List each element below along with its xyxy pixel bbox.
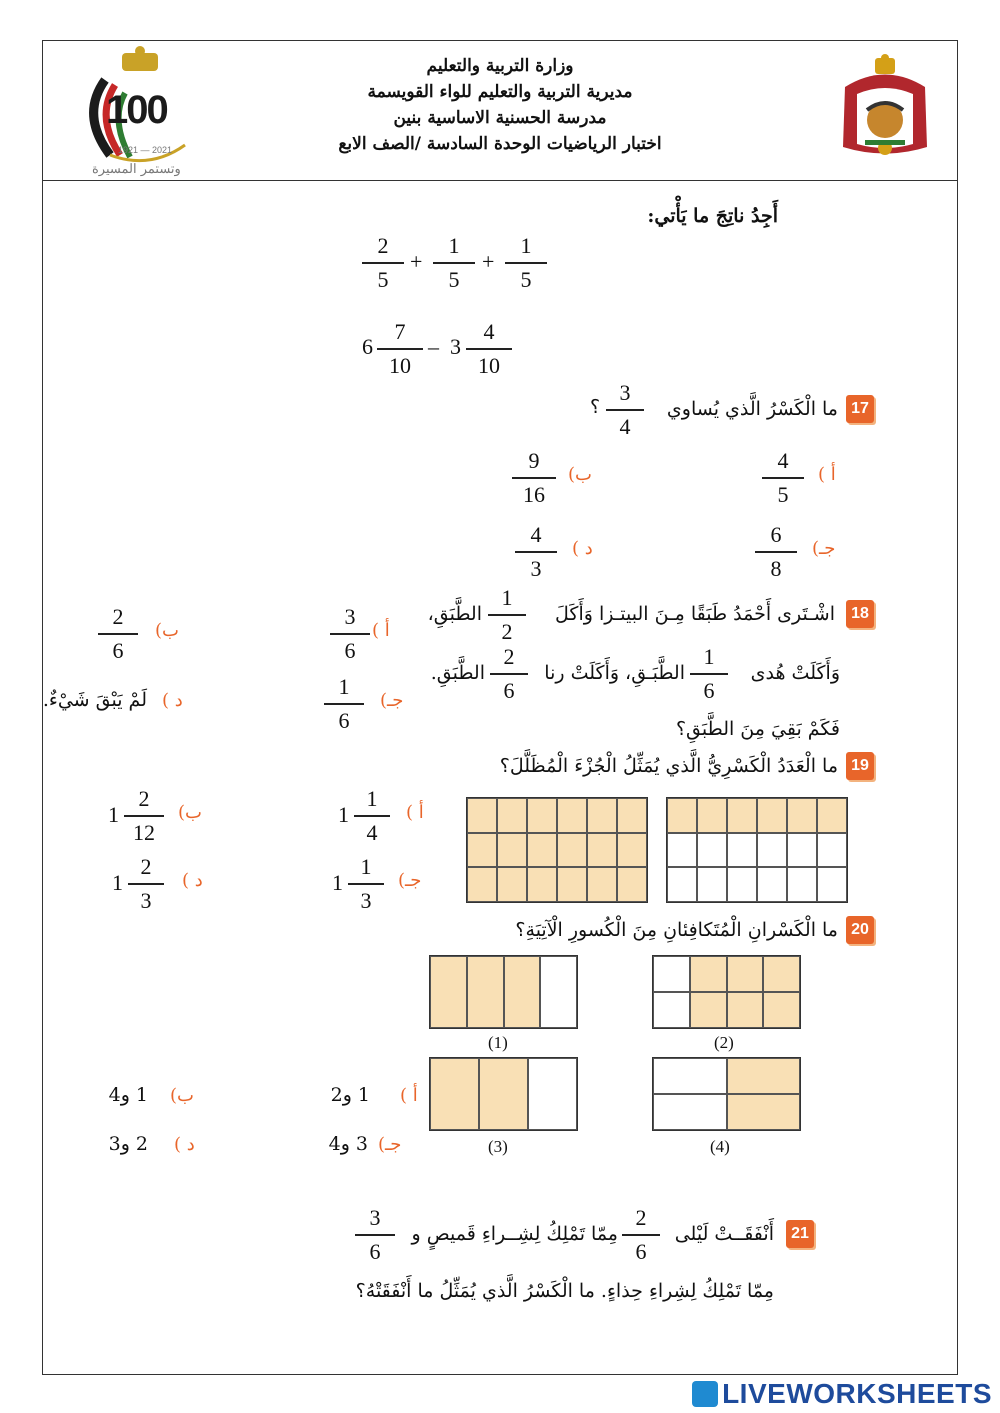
question-number-17: 17 (846, 395, 874, 423)
option-d-text[interactable]: لَمْ يَبْقَ شَيْءٌ. (42, 689, 147, 711)
directorate-name: مديرية التربية والتعليم للواء القويسمة (367, 82, 633, 102)
option-b[interactable]: ب) (155, 620, 179, 641)
option-d-text[interactable]: 2 و3 (108, 1133, 148, 1155)
q17-question-mark: ؟ (590, 396, 601, 418)
q19-text: ما الْعَدَدُ الْكَسْرِيُّ الَّذي يُمَثِّلُ الْجُزْءَ الْمُظَلَّلَ؟ (499, 755, 838, 777)
option-b-fraction[interactable]: 2 6 (98, 606, 138, 662)
option-b-fraction[interactable]: 9 16 (512, 450, 556, 506)
option-a[interactable]: أ ) (372, 620, 390, 641)
option-d[interactable]: د ) (174, 1134, 195, 1155)
brand-name: LIVEWORKSHEETS (722, 1378, 992, 1409)
whole-number: 6 (362, 334, 373, 359)
shaded-grid-full (466, 797, 648, 903)
option-a-whole[interactable]: 1 (338, 802, 349, 827)
q18-question: فَكَمْ بَقِيَ مِنَ الطَّبَقِ؟ (675, 718, 840, 740)
caption-4: (4) (710, 1137, 730, 1156)
q18-fraction-1: 1 2 (488, 587, 526, 643)
caption-2: (2) (714, 1033, 734, 1052)
ministry-name: وزارة التربية والتعليم (426, 56, 574, 76)
question-number-20: 20 (846, 916, 874, 944)
option-c-fraction[interactable]: 1 3 (348, 856, 384, 912)
option-c[interactable]: جـ) (378, 1134, 402, 1155)
q21-fraction-2: 3 6 (355, 1207, 395, 1263)
coat-of-arms-icon (835, 52, 935, 162)
q21-line1a: أَنْفَقَــتْ لَيْلى (674, 1223, 774, 1245)
centennial-years: 1921 — 2021 (118, 145, 173, 155)
option-d[interactable]: د ) (572, 538, 593, 559)
exam-title: اختبار الرياضيات الوحدة السادسة /الصف الابع (338, 134, 662, 154)
option-d-whole[interactable]: 1 (112, 870, 123, 895)
option-c[interactable]: جـ) (398, 870, 422, 891)
option-b[interactable]: ب) (178, 802, 202, 823)
q21-line2: مِمّا تَمْلِكُ لِشِراءِ حِذاءٍ. ما الْكَسْرُ الَّذي يُمَثِّلُ ما أَنْفَقَتْهُ؟ (355, 1280, 774, 1302)
option-c[interactable]: جـ) (380, 690, 404, 711)
option-c-fraction[interactable]: 6 8 (755, 524, 797, 580)
header-divider (42, 180, 958, 181)
option-b-whole[interactable]: 1 (108, 802, 119, 827)
option-a[interactable]: أ ) (818, 464, 836, 485)
q18-fraction-3: 2 6 (490, 646, 528, 702)
option-b[interactable]: ب) (568, 464, 592, 485)
plus-sign: + (482, 249, 495, 274)
question-number-19: 19 (846, 752, 874, 780)
school-name: مدرسة الحسنية الاساسية بنين (393, 108, 607, 128)
centennial-number: 100 (106, 88, 167, 132)
fraction: 7 10 (377, 321, 423, 377)
fraction: 4 10 (466, 321, 512, 377)
question-number-18: 18 (846, 600, 874, 628)
option-c-fraction[interactable]: 1 6 (324, 676, 364, 732)
q18-line2b: الطَّبَـقِ، وَأَكَلَتْ رنا (544, 662, 685, 684)
liveworksheets-logo-icon (692, 1381, 718, 1407)
q17-text: ما الْكَسْرُ الَّذي يُساوي (666, 398, 838, 420)
q21-fraction-1: 2 6 (622, 1207, 660, 1263)
caption-3: (3) (488, 1137, 508, 1156)
fraction-model-1 (429, 955, 578, 1029)
option-a-fraction[interactable]: 3 6 (330, 606, 370, 662)
fraction-model-3 (429, 1057, 578, 1131)
option-c[interactable]: جـ) (812, 538, 836, 559)
q18-line2c: الطَّبَقِ. (430, 662, 485, 684)
q18-fraction-2: 1 6 (690, 646, 728, 702)
option-a-fraction[interactable]: 4 5 (762, 450, 804, 506)
option-d-fraction[interactable]: 4 3 (515, 524, 557, 580)
shaded-grid-partial (666, 797, 848, 903)
fraction: 2 5 (362, 235, 404, 291)
fraction-model-2 (652, 955, 801, 1029)
option-a[interactable]: أ ) (406, 802, 424, 823)
instruction-text: أَجِدُ ناتِجَ ما يَأْتي: (647, 205, 778, 227)
caption-1: (1) (488, 1033, 508, 1052)
plus-sign: + (410, 249, 423, 274)
option-c-whole[interactable]: 1 (332, 870, 343, 895)
q20-text: ما الْكَسْرانِ الْمُتَكافِئانِ مِنَ الْكُسورِ الْآتِيَةِ؟ (515, 919, 838, 941)
option-b-fraction[interactable]: 2 12 (124, 788, 164, 844)
question-number-21: 21 (786, 1220, 814, 1248)
liveworksheets-footer[interactable] (692, 1378, 992, 1410)
option-d-fraction[interactable]: 2 3 (128, 856, 164, 912)
whole-number: 3 (450, 334, 461, 359)
fraction: 1 5 (505, 235, 547, 291)
option-a-text[interactable]: 1 و2 (330, 1084, 370, 1106)
option-b[interactable]: ب) (170, 1085, 194, 1106)
fraction: 1 5 (433, 235, 475, 291)
option-c-text[interactable]: 3 و4 (328, 1133, 368, 1155)
minus-sign: – (428, 334, 439, 359)
option-a[interactable]: أ ) (400, 1085, 418, 1106)
q18-line1a: اشْـتَرى أَحْمَدُ طَبَقًا مِـنَ البيتـزا وَأَكَلَ (555, 603, 835, 625)
q21-line1b: مِمّا تَمْلِكُ لِشِــراءِ قَميصٍ و (411, 1223, 618, 1245)
option-d[interactable]: د ) (162, 690, 183, 711)
option-b-text[interactable]: 1 و4 (108, 1084, 148, 1106)
option-a-fraction[interactable]: 1 4 (354, 788, 390, 844)
q18-line2a: وَأَكَلَتْ هُدى (750, 662, 840, 684)
fraction-model-4 (652, 1057, 801, 1131)
option-d[interactable]: د ) (182, 870, 203, 891)
q18-line1b: الطَّبَقِ، (427, 603, 482, 625)
centennial-slogan: وتستمر المسيرة (92, 162, 181, 177)
q17-fraction: 3 4 (606, 382, 644, 438)
